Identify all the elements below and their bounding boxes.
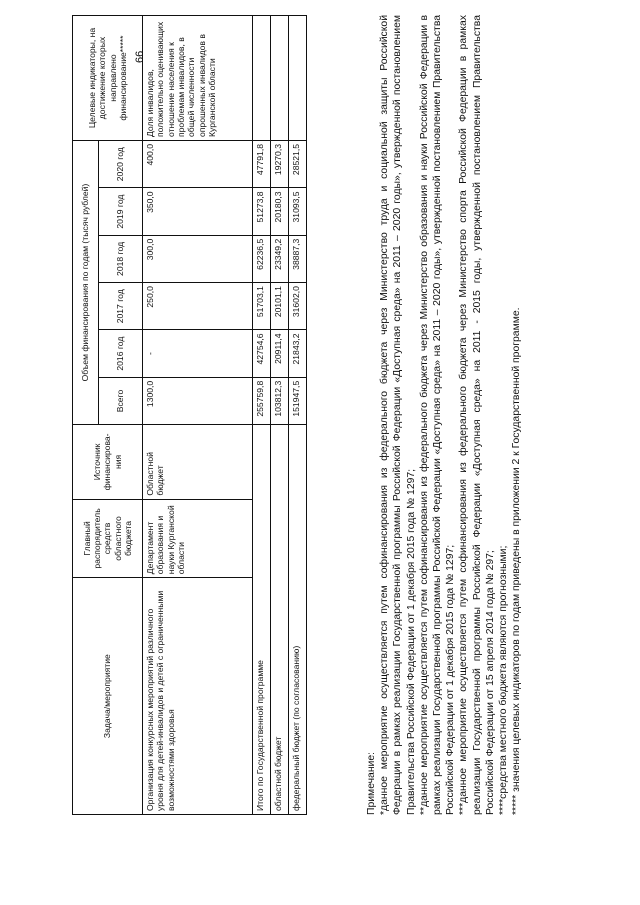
page-number: 66 [134,50,146,63]
value-cell: 250,0 [143,283,253,330]
summary-total: 103812,3 [271,377,289,424]
header-indicators: Целевые индикаторы, на достижение которых направлено финансирование***** [73,16,143,141]
header-source: Источник финансирова-ния [73,425,143,500]
summary-label: Итого по Государственной программе [253,425,271,815]
empty-cell [271,16,289,141]
note-item: ****средства местного бюджета являются прогнозными; [498,545,510,815]
summary-value: 47791,8 [253,141,271,188]
summary-value: 38887,3 [289,235,307,282]
summary-value: 42754,6 [253,330,271,377]
summary-label: областной бюджет [271,425,289,815]
note-item: **данное мероприятие осуществляется путем софинансирования из федерального бюджета через Министерство образования и науки Российской Федерации в рамках реализации Государственной программы Российской Федерации «Доступная среда» на 2011 – 2020 годы», утвержденной постановлением Правительства Российской Федерации от 1 декабря 2015 года № 1297; [418,15,457,815]
table-row [289,16,307,815]
header-year: 2016 год [99,330,143,377]
summary-label: федеральный бюджет (по согласованию) [289,425,307,815]
note-item: ***** значения целевых индикаторов по годам приведены в приложении 2 к Государственной программе. [511,307,523,815]
summary-total: 151947,5 [289,377,307,424]
summary-value: 31093,5 [289,188,307,235]
summary-value: 31602,0 [289,283,307,330]
header-task: Задача/мероприятие [73,578,143,815]
note-item: *данное мероприятие осуществляется путем софинансирования из федерального бюджета через Министерство труда и социальной защиты Российской Федерации в рамках реализации Государственной программы Российской Федерации «Доступная среда» на 2011 – 2020 годы», утвержденной постановлением Правительства Российской Федерации от 1 декабря 2015 года № 1297; [379,15,417,815]
empty-cell [253,16,271,141]
table-row [271,16,289,815]
total-cell: 1300,0 [143,377,253,424]
header-year: 2017 год [99,283,143,330]
note-item: ***данное мероприятие осуществляется путем софинансирования из федерального бюджета через Министерство спорта Российской Федерации в рамках реализации Государственной программы Российской Федерации «Доступная среда» на 2011 - 2015 годы, утвержденной постановлением Правительства Российской Федерации от 15 апреля 2014 года № 297; [458,15,496,815]
header-volume: Объем финансирования по годам (тысяч рублей) [73,141,99,425]
indicator-cell: Доля инвалидов, положительно оценивающих отношение населения к проблемам инвалидов, в общей численности опрошенных инвалидов в Курганской области [143,16,253,141]
header-manager: Главный распорядитель средств областного бюджета [73,499,143,578]
summary-value: 51273,8 [253,188,271,235]
empty-cell [289,16,307,141]
manager-cell: Департамент образования и науки Курганской области [143,499,253,578]
header-year: 2020 год [99,141,143,188]
header-year: 2019 год [99,188,143,235]
value-cell: 350,0 [143,188,253,235]
value-cell: - [143,330,253,377]
table-row [253,16,271,815]
source-cell: Областной бюджет [143,425,253,500]
table-row [143,16,253,815]
summary-value: 20101,1 [271,283,289,330]
summary-value: 20180,3 [271,188,289,235]
notes-title: Примечание: [366,751,377,815]
rotated-page [72,15,640,815]
summary-value: 19270,3 [271,141,289,188]
summary-value: 28521,5 [289,141,307,188]
header-year: 2018 год [99,235,143,282]
task-cell: Организация конкурсных мероприятий различного уровня для детей-инвалидов и детей с ограниченными возможностями здоровья [143,578,253,815]
summary-value: 62236,5 [253,235,271,282]
summary-value: 23349,2 [271,235,289,282]
header-total: Всего [99,377,143,424]
summary-value: 51703,1 [253,283,271,330]
notes-section [365,15,523,815]
summary-total: 255759,8 [253,377,271,424]
financing-table [72,15,307,815]
value-cell: 300,0 [143,235,253,282]
summary-value: 20911,4 [271,330,289,377]
value-cell: 400,0 [143,141,253,188]
summary-value: 21843,2 [289,330,307,377]
